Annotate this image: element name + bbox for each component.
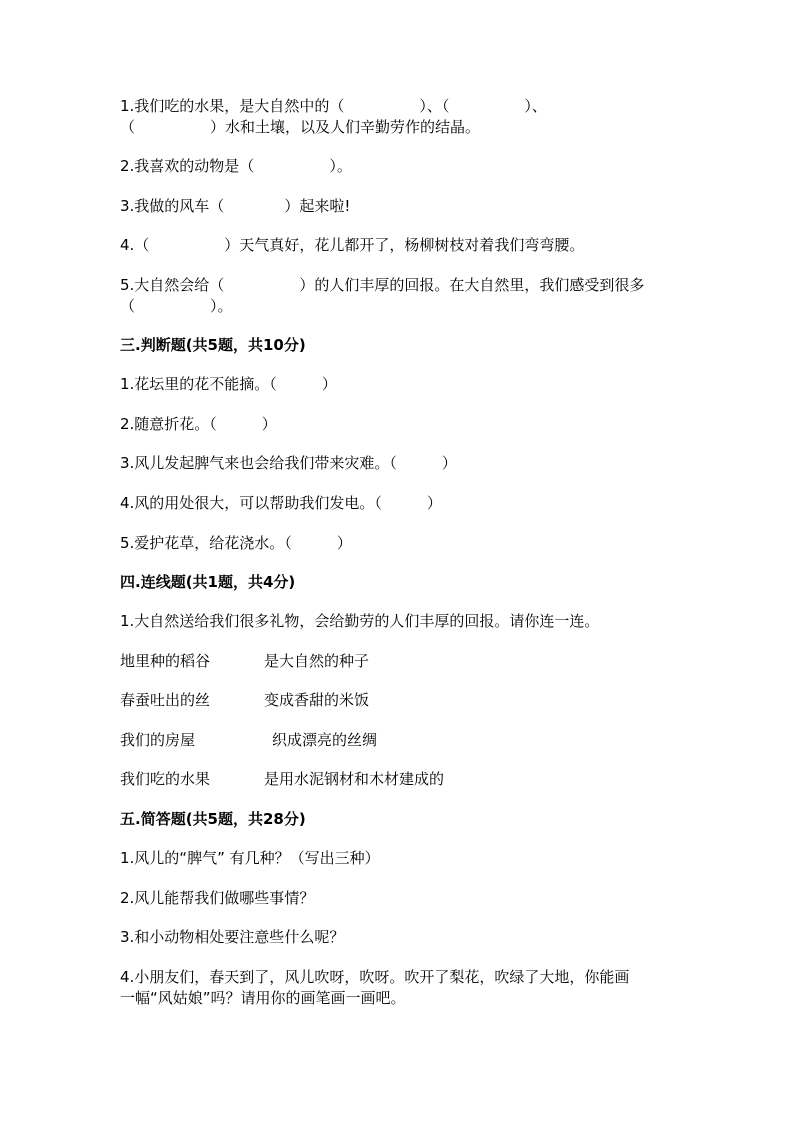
fill-blank-q5-line2: （ ）。 bbox=[120, 297, 233, 315]
judge-q1: 1.花坛里的花不能摘。（ ） bbox=[120, 375, 337, 393]
short-answer-q4-line1: 4.小朋友们，春天到了，风儿吹呀，吹呀。吹开了梨花，吹绿了大地，你能画 bbox=[120, 968, 630, 986]
match-left-3: 我们的房屋 bbox=[120, 731, 196, 749]
fill-blank-q3: 3.我做的风车（ ）起来啦! bbox=[120, 197, 351, 215]
fill-blank-q1-line1: 1.我们吃的水果，是大自然中的（ ）、（ ）、 bbox=[120, 97, 547, 115]
match-right-4: 是用水泥钢材和木材建成的 bbox=[264, 770, 445, 788]
match-left-4: 我们吃的水果 bbox=[120, 770, 211, 788]
match-section-title: 四.连线题(共1题，共4分) bbox=[120, 573, 296, 591]
fill-blank-q2: 2.我喜欢的动物是（ ）。 bbox=[120, 157, 352, 175]
match-right-1: 是大自然的种子 bbox=[264, 652, 370, 670]
match-left-1: 地里种的稻谷 bbox=[120, 652, 211, 670]
short-answer-section-title: 五.简答题(共5题，共28分) bbox=[120, 810, 306, 828]
judge-q5: 5.爱护花草，给花浇水。（ ） bbox=[120, 534, 352, 552]
judge-section-title: 三.判断题(共5题，共10分) bbox=[120, 336, 306, 354]
fill-blank-q4: 4.（ ）天气真好，花儿都开了，杨柳树枝对着我们弯弯腰。 bbox=[120, 236, 585, 254]
short-answer-q4-line2: 一幅“风姑娘”吗？请用你的画笔画一画吧。 bbox=[120, 989, 406, 1007]
judge-q3: 3.风儿发起脾气来也会给我们带来灾难。（ ） bbox=[120, 454, 457, 472]
match-left-2: 春蚕吐出的丝 bbox=[120, 691, 211, 709]
short-answer-q3: 3.和小动物相处要注意些什么呢？ bbox=[120, 928, 345, 946]
judge-q2: 2.随意折花。（ ） bbox=[120, 415, 277, 433]
short-answer-q2: 2.风儿能帮我们做哪些事情？ bbox=[120, 889, 315, 907]
match-right-2: 变成香甜的米饭 bbox=[264, 691, 370, 709]
fill-blank-q1-line2: （ ）水和土壤，以及人们辛勤劳作的结晶。 bbox=[120, 118, 481, 136]
fill-blank-q5-line1: 5.大自然会给（ ）的人们丰厚的回报。在大自然里，我们感受到很多 bbox=[120, 276, 645, 294]
short-answer-q1: 1.风儿的“脾气” 有几种？（写出三种） bbox=[120, 849, 380, 867]
judge-q4: 4.风的用处很大，可以帮助我们发电。（ ） bbox=[120, 494, 442, 512]
match-right-3: 织成漂亮的丝绸 bbox=[272, 731, 378, 749]
match-question: 1.大自然送给我们很多礼物，会给勤劳的人们丰厚的回报。请你连一连。 bbox=[120, 612, 600, 630]
